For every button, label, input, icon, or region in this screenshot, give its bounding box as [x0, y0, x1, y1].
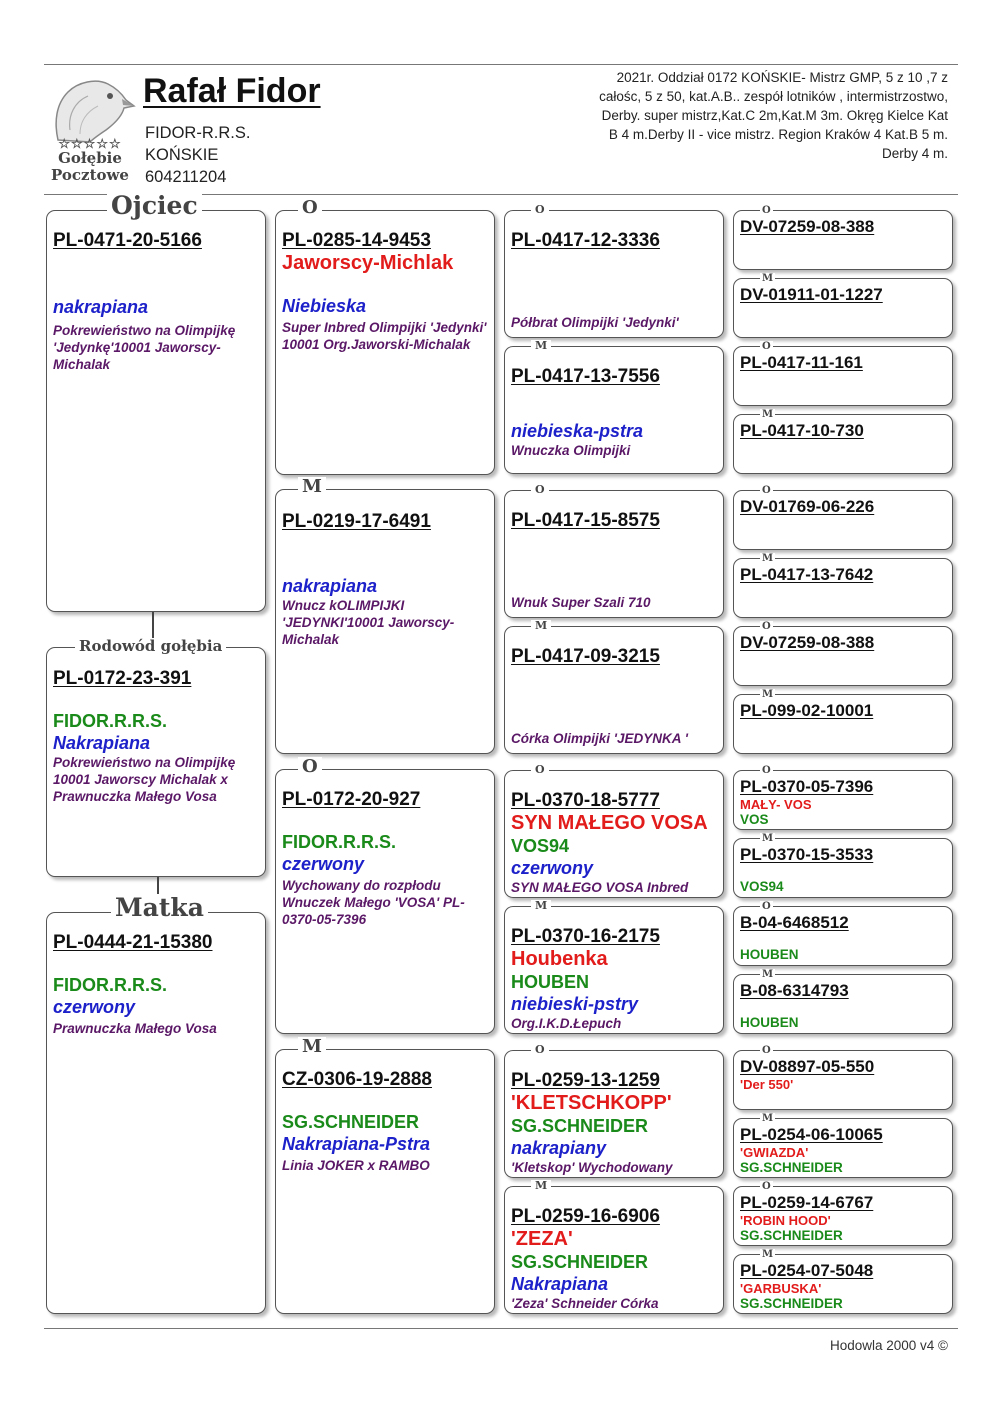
gen3-mmf-color: nakrapiany: [511, 1138, 607, 1158]
gen4-box-6: [733, 621, 953, 686]
gen3-mmm-loft: SG.SCHNEIDER: [511, 1252, 649, 1272]
gen2-mm-box: [275, 1036, 495, 1314]
top-rule: [44, 64, 958, 65]
gen3-fmf-note: Wnuk Super Szali 710: [511, 595, 651, 610]
sire-label: O: [762, 485, 771, 496]
gen4-ring: B-04-6468512: [740, 913, 849, 932]
subject-note: Pokrewieństwo na Olimpijkę 10001 Jaworscy Michalak x Prawnuczka Małego Vosa: [53, 755, 236, 804]
logo-stars: ☆☆☆☆☆: [58, 137, 122, 152]
gen2-mf-note: Wychowany do rozpłodu Wnuczek Małego 'VOSA' PL-0370-05-7396: [282, 878, 465, 927]
gen3-fff-box: [504, 203, 724, 338]
footer-rule: [44, 1328, 958, 1329]
gen4-ring: DV-08897-05-550: [740, 1057, 875, 1076]
subject-loft: FIDOR.R.R.S.: [53, 711, 168, 731]
gen3-ffm-ring: PL-0417-13-7556: [511, 366, 660, 387]
gen4-ring: PL-0254-06-10065: [740, 1125, 883, 1144]
gen4-ring: DV-07259-08-388: [740, 217, 875, 236]
gen2-mf-loft: FIDOR.R.R.S.: [282, 832, 397, 852]
sire-label: O: [531, 204, 549, 216]
gen2-ff-note: Super Inbred Olimpijki 'Jedynki' 10001 Org.Jaworski-Michalak: [282, 320, 487, 352]
pigeon-head-icon: [44, 72, 136, 144]
subject-ring: PL-0172-23-391: [53, 668, 192, 689]
sire-label: O: [531, 764, 549, 776]
gen4-box-7: [733, 689, 953, 754]
pedigree-label: Rodowód gołębia: [75, 638, 226, 654]
gen3-mff-note: SYN MAŁEGO VOSA Inbred: [511, 880, 689, 895]
gen3-fmm-box: [504, 619, 724, 754]
dam-label: M: [531, 1180, 551, 1192]
gen2-mm-color: Nakrapiana-Pstra: [282, 1134, 431, 1154]
gen2-ff-box: [275, 197, 495, 475]
gen2-mm-loft: SG.SCHNEIDER: [282, 1112, 420, 1132]
gen3-mmm-ring: PL-0259-16-6906: [511, 1206, 660, 1227]
gen3-mmf-name: 'KLETSCHKOPP': [511, 1092, 672, 1114]
gen3-mfm-loft: HOUBEN: [511, 972, 590, 992]
gen4-box-10: [733, 901, 953, 966]
sire-label: O: [298, 757, 322, 777]
gen3-mmf-box: [504, 1043, 724, 1178]
gen4-box-3: [733, 409, 953, 474]
gen3-ffm-box: [504, 339, 724, 474]
logo-line1: Gołębie: [58, 149, 122, 167]
gen3-fmm-note: Córka Olimpijki 'JEDYNKA ': [511, 731, 688, 746]
footer-credit: Hodowla 2000 v4 ©: [829, 1338, 948, 1353]
sire-label: O: [762, 621, 771, 632]
gen3-mmm-box: [504, 1179, 724, 1314]
gen2-mf-ring: PL-0172-20-927: [282, 789, 421, 810]
gen4-name: 'Der 550': [740, 1077, 794, 1092]
gen3-mmf-ring: PL-0259-13-1259: [511, 1070, 660, 1091]
dam-label: M: [531, 620, 551, 632]
gen4-box-13: [733, 1113, 953, 1178]
father-box: [46, 191, 266, 612]
gen4-ring: PL-099-02-10001: [740, 701, 874, 720]
sire-label: O: [762, 765, 771, 776]
dam-label: M: [298, 1037, 326, 1057]
gen2-fm-color: nakrapiana: [282, 576, 378, 596]
gen4-name: MAŁY- VOS: [740, 797, 812, 812]
gen3-mmf-loft: SG.SCHNEIDER: [511, 1116, 649, 1136]
gen4-loft: SG.SCHNEIDER: [740, 1228, 843, 1243]
gen4-ring: PL-0259-14-6767: [740, 1193, 874, 1212]
gen4-box-12: [733, 1045, 953, 1110]
gen3-fmf-ring: PL-0417-15-8575: [511, 510, 660, 531]
gen4-box-4: [733, 485, 953, 550]
gen4-box-9: [733, 833, 953, 898]
father-color: nakrapiana: [53, 297, 149, 317]
gen4-name: 'GWIAZDA': [740, 1145, 809, 1160]
father-note: Pokrewieństwo na Olimpijkę 'Jedynkę'10001 Jaworscy-Michalak: [53, 323, 236, 372]
gen4-ring: PL-0417-11-161: [740, 353, 863, 372]
dam-label: M: [762, 273, 774, 284]
dam-label: M: [762, 969, 774, 980]
gen4-box-5: [733, 553, 953, 618]
gen2-fm-ring: PL-0219-17-6491: [282, 511, 431, 532]
sire-label: O: [762, 341, 771, 352]
gen3-fmm-ring: PL-0417-09-3215: [511, 646, 660, 667]
sire-label: O: [762, 1045, 771, 1056]
gen3-mff-ring: PL-0370-18-5777: [511, 790, 660, 811]
gen3-mff-color: czerwony: [511, 858, 594, 878]
logo-line2: Pocztowe: [51, 166, 129, 184]
gen3-mfm-note: Org.I.K.D.Łepuch: [511, 1016, 622, 1031]
gen3-mmm-name: 'ZEZA': [511, 1228, 573, 1250]
dam-label: M: [762, 553, 774, 564]
gen4-box-15: [733, 1249, 953, 1314]
gen2-mf-box: [275, 756, 495, 1034]
sire-label: O: [762, 1181, 771, 1192]
gen2-fm-note: Wnucz kOLIMPIJKI 'JEDYNKI'10001 Jaworscy- Michalak: [282, 598, 455, 647]
gen4-box-11: [733, 969, 953, 1034]
gen3-mfm-color: niebieski-pstry: [511, 994, 639, 1014]
father-ring: PL-0471-20-5166: [53, 230, 202, 251]
gen4-loft: VOS94: [740, 879, 784, 894]
dam-label: M: [762, 689, 774, 700]
dam-label: M: [762, 1249, 774, 1260]
gen4-loft: VOS: [740, 812, 769, 827]
gen2-ff-ring: PL-0285-14-9453: [282, 230, 431, 251]
gen4-box-8: [733, 765, 953, 830]
gen3-fff-note: Półbrat Olimpijki 'Jedynki': [511, 315, 679, 330]
gen3-fff-ring: PL-0417-12-3336: [511, 230, 660, 251]
pedigree-box: [46, 637, 266, 877]
gen4-ring: DV-01769-06-226: [740, 497, 875, 516]
dam-label: M: [531, 900, 551, 912]
subject-color: Nakrapiana: [53, 733, 151, 753]
gen4-name: 'GARBUSKA': [740, 1281, 822, 1296]
gen3-mmm-note: 'Zeza' Schneider Córka: [511, 1296, 659, 1311]
gen3-ffm-color: niebieska-pstra: [511, 421, 644, 441]
gen3-mff-loft: VOS94: [511, 836, 570, 856]
gen4-box-14: [733, 1181, 953, 1246]
gen4-loft: SG.SCHNEIDER: [740, 1160, 843, 1175]
dam-label: M: [298, 477, 326, 497]
gen4-box-2: [733, 341, 953, 406]
gen2-ff-color: Niebieska: [282, 296, 367, 316]
gen3-fmf-box: [504, 483, 724, 618]
gen4-ring: B-08-6314793: [740, 981, 849, 1000]
mother-note: Prawnuczka Małego Vosa: [53, 1021, 217, 1036]
breeder-name: Rafał Fidor: [143, 72, 321, 110]
dam-label: M: [531, 340, 551, 352]
mother-color: czerwony: [53, 997, 136, 1017]
father-label: Ojciec: [107, 192, 202, 220]
city: KOŃSKIE: [145, 146, 219, 164]
gen4-ring: DV-07259-08-388: [740, 633, 875, 652]
gen4-name: 'ROBIN HOOD': [740, 1213, 831, 1228]
gen2-mm-ring: CZ-0306-19-2888: [282, 1069, 432, 1090]
mother-label: Matka: [111, 894, 208, 922]
dam-label: M: [762, 1113, 774, 1124]
sire-label: O: [531, 1044, 549, 1056]
gen4-ring: PL-0370-15-3533: [740, 845, 874, 864]
gen4-loft: SG.SCHNEIDER: [740, 1296, 843, 1311]
gen2-mm-note: Linia JOKER x RAMBO: [282, 1158, 430, 1173]
gen2-ff-name: Jaworscy-Michlak: [282, 252, 454, 274]
gen4-ring: PL-0417-10-730: [740, 421, 864, 440]
gen3-mfm-box: [504, 899, 724, 1034]
gen2-mf-color: czerwony: [282, 854, 365, 874]
mother-ring: PL-0444-21-15380: [53, 932, 213, 953]
gen2-fm-box: [275, 476, 495, 754]
sire-label: O: [762, 205, 771, 216]
gen4-ring: DV-01911-01-1227: [740, 285, 883, 304]
sire-label: O: [531, 484, 549, 496]
gen3-ffm-note: Wnuczka Olimpijki: [511, 443, 631, 458]
dam-label: M: [762, 833, 774, 844]
dam-label: M: [762, 409, 774, 420]
loft-name: FIDOR-R.R.S.: [145, 124, 251, 142]
sire-label: O: [762, 901, 771, 912]
gen4-loft: HOUBEN: [740, 947, 799, 962]
gen3-mfm-ring: PL-0370-16-2175: [511, 926, 660, 947]
gen3-mmm-color: Nakrapiana: [511, 1274, 609, 1294]
gen4-ring: PL-0370-05-7396: [740, 777, 874, 796]
logo: [44, 72, 136, 188]
gen4-box-0: [733, 205, 953, 270]
sire-label: O: [298, 198, 322, 218]
phone: 604211204: [145, 168, 227, 186]
gen4-box-1: [733, 273, 953, 338]
gen3-mff-box: [504, 763, 724, 898]
achievements: 2021r. Oddział 0172 KOŃSKIE- Mistrz GMP, 5 z 10 ,7 z całośc, 5 z 50, kat.A.B.. zespół lotników , intermistrzostwo, Derby. super mistrz,Kat.C 2m,Kat.M 3m. Okręg Kielce Kat B 4 m.Derby II - vice mistrz. Region Kraków 4 Kat.B 5 m. Derby 4 m.: [599, 70, 948, 161]
mother-box: [46, 893, 266, 1314]
gen4-ring: PL-0417-13-7642: [740, 565, 874, 584]
gen4-ring: PL-0254-07-5048: [740, 1261, 874, 1280]
gen3-mfm-name: Houbenka: [511, 948, 608, 970]
gen3-mff-name: SYN MAŁEGO VOSA: [511, 812, 708, 834]
gen4-loft: HOUBEN: [740, 1015, 799, 1030]
mother-loft: FIDOR.R.R.S.: [53, 975, 168, 995]
gen3-mmf-note: 'Kletskop' Wychodowany: [511, 1160, 673, 1175]
